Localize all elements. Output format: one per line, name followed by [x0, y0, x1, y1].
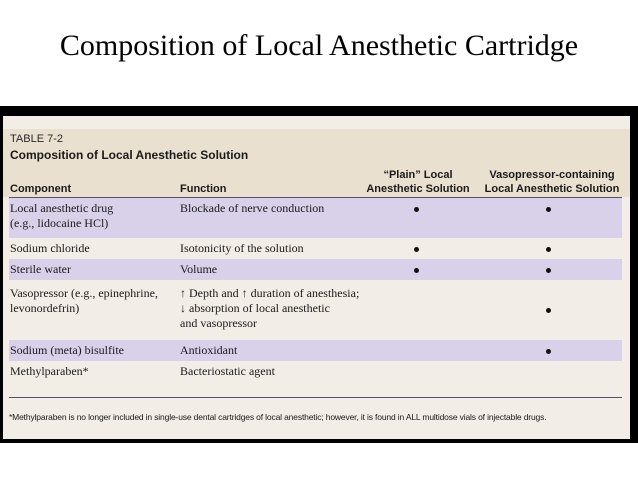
vasopressor-indicator-dot	[546, 308, 551, 313]
cell-function: Isotonicity of the solution	[180, 241, 304, 255]
cell-component: Vasopressor (e.g., epinephrine, levonordefrin)	[10, 286, 158, 315]
plain-indicator-dot	[414, 268, 419, 273]
cell-component: Sodium (meta) bisulfite	[10, 343, 124, 357]
table-caption: Composition of Local Anesthetic Solution	[10, 148, 249, 162]
table-row	[9, 238, 622, 259]
cell-function: Antioxidant	[180, 343, 238, 357]
table-row	[9, 198, 622, 238]
column-header-function: Function	[180, 183, 227, 195]
slide-title: Composition of Local Anesthetic Cartridge	[59, 29, 579, 62]
column-header-component: Component	[10, 183, 72, 195]
table-image	[0, 106, 638, 443]
cell-function: Volume	[180, 262, 218, 276]
table-panel	[3, 116, 630, 439]
cell-component: Local anesthetic drug (e.g., lidocaine HCl)	[10, 201, 114, 230]
cell-component: Sodium chloride	[10, 241, 90, 255]
vasopressor-indicator-dot	[546, 247, 551, 252]
table-label: TABLE 7-2	[10, 133, 63, 145]
table-row	[9, 340, 622, 361]
column-header-plain: “Plain” Local Anesthetic Solution	[366, 169, 470, 195]
cell-function: ↑ Depth and ↑ duration of anesthesia; ↓ absorption of local anesthetic and vasopressor	[180, 286, 360, 330]
table-row	[9, 280, 622, 340]
vasopressor-indicator-dot	[546, 268, 551, 273]
plain-indicator-dot	[414, 207, 419, 212]
cell-component: Methylparaben*	[10, 364, 89, 378]
vasopressor-indicator-dot	[546, 349, 551, 354]
cell-component: Sterile water	[10, 262, 71, 276]
vasopressor-indicator-dot	[546, 207, 551, 212]
cell-function: Blockade of nerve conduction	[180, 201, 325, 215]
table-row	[9, 361, 622, 389]
table-row	[9, 259, 622, 280]
column-header-vasopressor: Vasopressor-containing Local Anesthetic Solution	[484, 169, 620, 195]
footer-rule	[9, 397, 622, 398]
table-footnote: *Methylparaben is no longer included in single-use dental cartridges of local anesthetic; however, it is found in ALL multidose vials of injectable drugs.	[9, 412, 547, 422]
plain-indicator-dot	[414, 247, 419, 252]
cell-function: Bacteriostatic agent	[180, 364, 275, 378]
